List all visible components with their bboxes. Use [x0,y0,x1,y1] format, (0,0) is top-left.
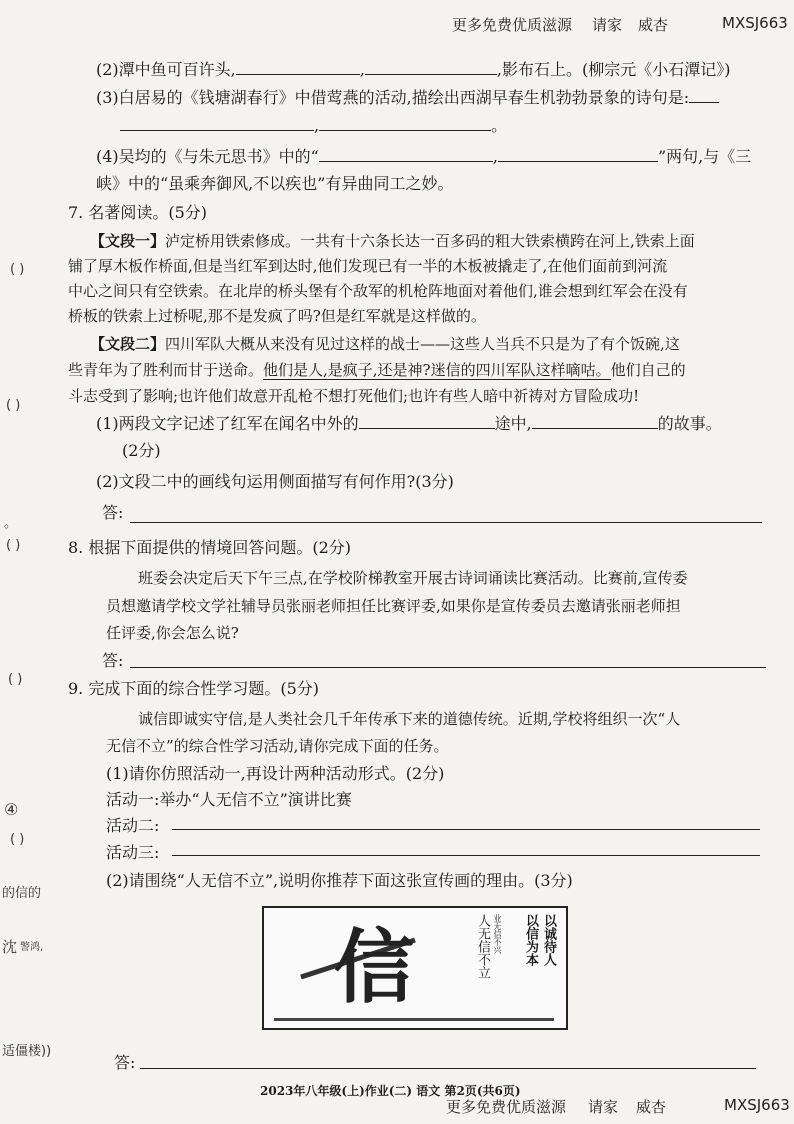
header-text: 威杏 [638,16,669,34]
q7-d2-line3: 斗志受到了影响;也许他们故意开乱枪不想打死他们;也许有些人暗中祈祷对方冒险成功! [68,387,640,405]
poster-slogan: 以信为本 [523,914,538,966]
margin-paren: ( ) [6,398,21,413]
answer-label: 答: [102,651,124,670]
q8-para-line2: 员想邀请学校文学社辅导员张丽老师担任比赛评委,如果你是宣传委员去邀请张丽老师担 [106,597,681,615]
poster-ground-line [274,1018,554,1021]
answer-blank[interactable] [498,145,658,162]
q9-para-line1: 诚信即诚实守信,是人类社会几千年传承下来的道德传统。近期,学校将组织一次“人 [138,710,681,728]
q7-d1-line4: 桥板的铁索上过桥呢,那不是发疯了吗?但是红军就是这样做的。 [68,307,486,325]
margin-fragment: 警鸿, [20,942,44,953]
q6-line3-blanks: , 。 [120,114,507,137]
q8-title: 8. 根据下面提供的情境回答问题。(2分) [68,538,352,557]
poster-slogan-small: 业无信不兴 [493,914,502,954]
footer-text: 威杏 [636,1098,667,1116]
margin-fragment: 的信的 [2,886,42,901]
header-text: 请家 [592,16,623,34]
activity2-answer-line[interactable] [172,829,760,830]
q9-sub2: (2)请围绕“人无信不立”,说明你推荐下面这张宣传画的理由。(3分) [106,871,573,890]
answer-line[interactable] [130,522,762,523]
margin-fragment: 楼)) [28,1044,52,1059]
integrity-poster [262,906,568,1030]
q8-para-line1: 班委会决定后天下午三点,在学校阶梯教室开展古诗词诵读比赛活动。比赛前,宣传委 [138,569,688,587]
q7-d2-line2: 些青年为了胜利而甘于送命。他们是人,是疯子,还是神?迷信的四川军队这样嘀咕。他们自己的 [68,361,686,379]
margin-mark: ④ [4,800,19,819]
q7-d2-line1: 【文段二】四川军队大概从来没有见过这样的战士——这些人当兵不只是为了有个饭碗,这 [90,335,680,353]
answer-blank[interactable] [120,114,314,131]
answer-blank[interactable] [532,412,658,429]
q9-activity1: 活动一:举办“人无信不立”演讲比赛 [106,790,352,809]
q7-sub2: (2)文段二中的画线句运用侧面描写有何作用?(3分) [96,472,454,491]
q7-d1-line3: 中心之间只有空铁索。在北岸的桥头堡有个敌军的机枪阵地面对着他们,谁会想到红军会在没有 [68,282,688,300]
q8-para-line3: 任评委,你会怎么说? [106,624,239,642]
answer-line[interactable] [140,1068,756,1069]
answer-blank[interactable] [689,86,719,103]
margin-paren: ( ) [10,832,25,847]
footer-code: MXSJ663 [724,1096,790,1114]
margin-paren: ( ) [8,672,23,687]
poster-big-character: 信 [334,921,414,1014]
activity3-answer-line[interactable] [172,855,760,856]
q9-activity2-label: 活动二: [106,816,160,835]
answer-label: 答: [102,503,124,522]
answer-blank[interactable] [319,114,491,131]
footer-text: 更多免费优质滋源 [446,1098,567,1116]
answer-blank[interactable] [365,58,497,75]
answer-blank[interactable] [236,58,360,75]
answer-line[interactable] [130,667,766,668]
q7-sub1-score: (2分) [122,441,161,460]
margin-paren: ( ) [6,538,21,553]
page-footer: 2023年八年级(上)作业(二) 语文 第2页(共6页) [260,1084,521,1098]
q9-para-line2: 无信不立”的综合性学习活动,请你完成下面的任务。 [106,737,449,755]
answer-label: 答: [114,1053,136,1072]
q7-d1-line2: 铺了厚木板作桥面,但是当红军到达时,他们发现已有一半的木板被撬走了,在他们面前到河流 [68,257,668,275]
answer-blank[interactable] [319,145,493,162]
q9-title: 9. 完成下面的综合性学习题。(5分) [68,679,320,698]
q9-activity3-label: 活动三: [106,843,160,862]
footer-text: 请家 [588,1098,619,1116]
margin-fragment: 适僵 [2,1044,29,1059]
q6-line2: (2)潭中鱼可百许头, , ,影布石上。(柳宗元《小石潭记》) [96,60,731,79]
q6-line5: 峡》中的“虽乘奔御风,不以疾也”有异曲同工之妙。 [96,174,454,193]
poster-slogan: 人无信不立 [475,914,490,979]
poster-slogan: 以诚待人 [541,914,556,966]
q7-d1-line1: 【文段一】泸定桥用铁索修成。一共有十六条长达一百多码的粗大铁索横跨在河上,铁索上面 [90,232,695,250]
margin-paren: ( ) [10,262,25,277]
answer-blank[interactable] [359,412,495,429]
header-code: MXSJ663 [722,14,788,32]
header-text: 更多免费优质滋源 [452,16,573,34]
margin-fragment: 沈 [2,938,18,956]
q7-sub1: (1)两段文字记述了红军在闻名中外的 途中, 的故事。 [96,414,722,433]
margin-dot: 。 [4,516,18,531]
underlined-sentence: 他们是人,是疯子,还是神?迷信的四川军队这样嘀咕。 [263,361,611,379]
q6-line3: (3)白居易的《钱塘湖春行》中借莺燕的活动,描绘出西湖早春生机勃勃景象的诗句是: [96,86,719,109]
q6-line4: (4)吴均的《与朱元思书》中的“ , ”两句,与《三 [96,147,752,166]
q7-title: 7. 名著阅读。(5分) [68,203,208,222]
q9-sub1: (1)请你仿照活动一,再设计两种活动形式。(2分) [106,764,445,783]
